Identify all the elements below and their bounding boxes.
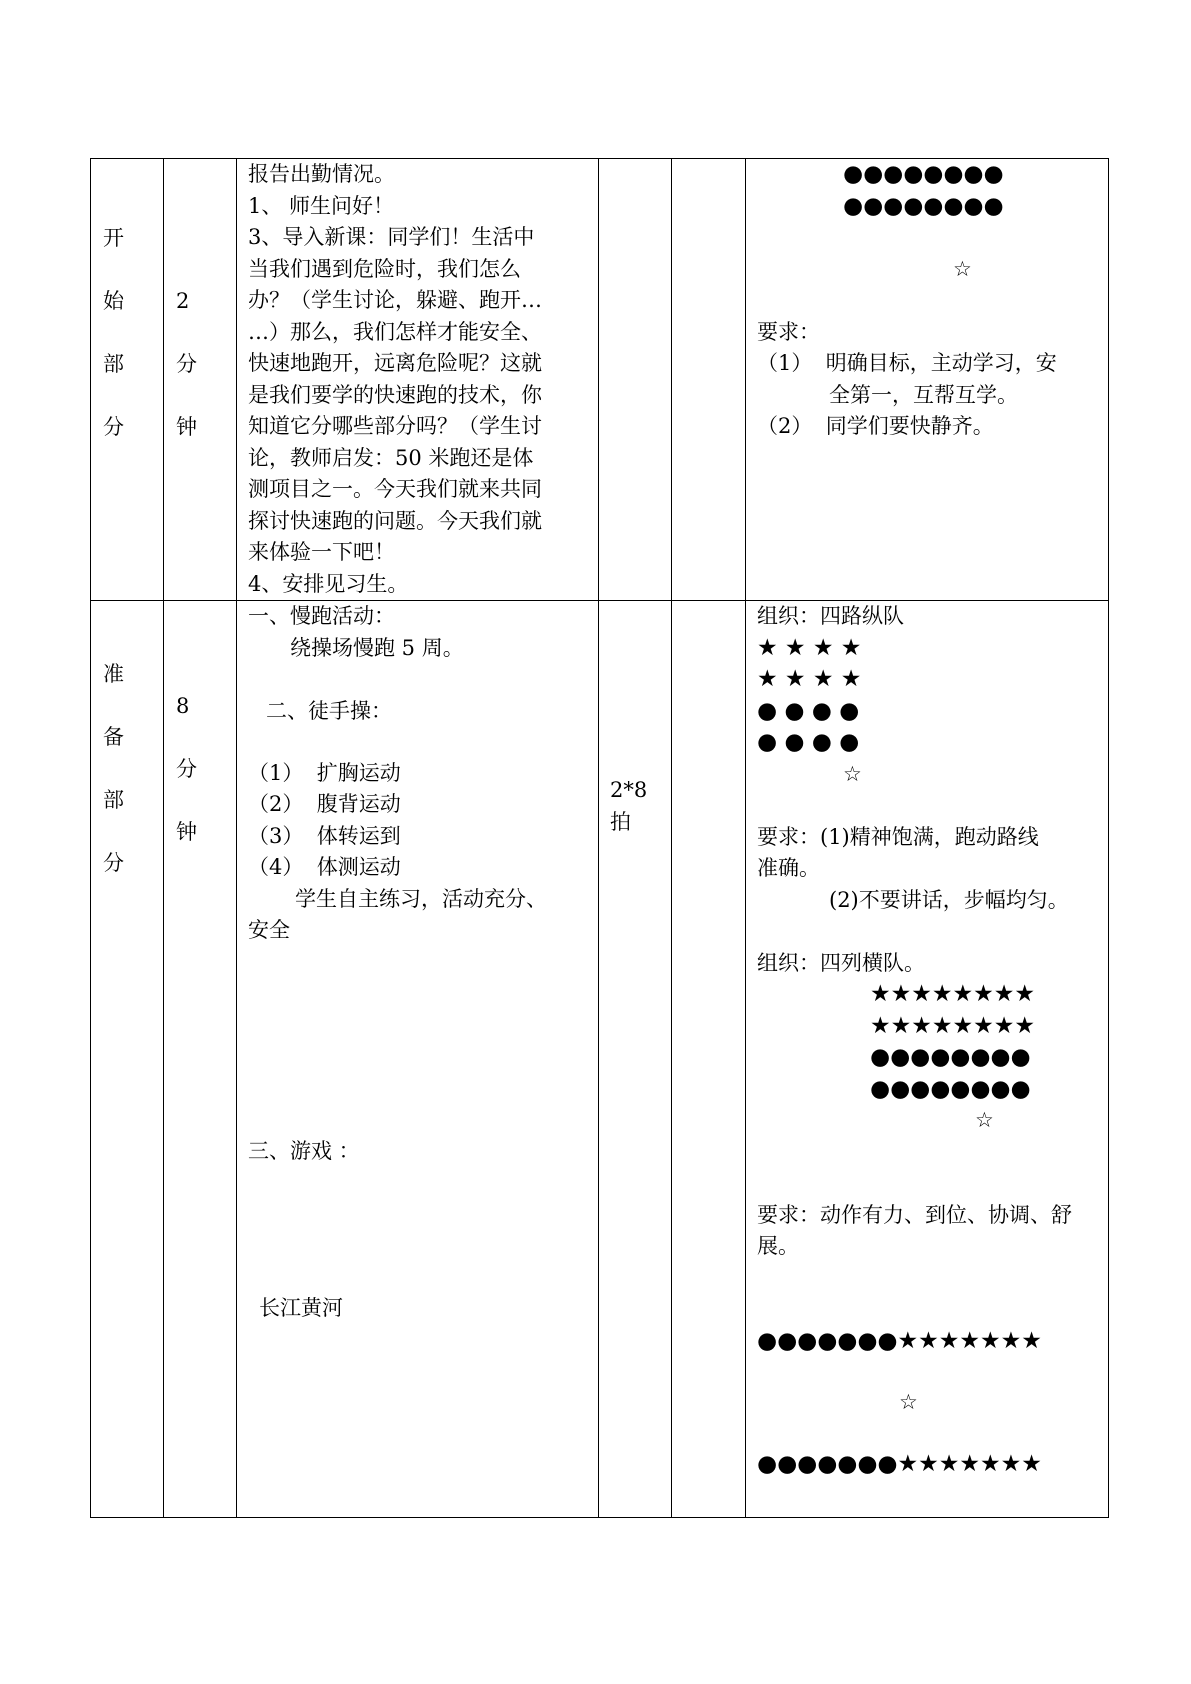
formation-row: ★★★★★★★★ <box>870 981 1035 1007</box>
formation-row: ★ ★ ★ ★ <box>757 634 862 661</box>
requirement-line: 展。 <box>757 1234 799 1258</box>
content-line: 论，教师启发：50 米跑还是体 <box>248 445 534 470</box>
formation-row: ★ ★ ★ ★ <box>757 666 862 692</box>
formation-row: ★★★★★★★★ <box>870 1012 1035 1039</box>
content-cell <box>237 159 599 601</box>
part-cell <box>91 159 164 601</box>
content-line: 当我们遇到危险时，我们怎么 <box>248 256 521 281</box>
time-unit: 分 <box>176 757 197 781</box>
content-cell <box>237 601 599 1518</box>
requirement-line: 要求：动作有力、到位、协调、舒 <box>757 1202 1072 1227</box>
part-char: 备 <box>103 725 124 749</box>
part-char: 部 <box>103 352 124 376</box>
part-char: 分 <box>103 415 124 439</box>
teacher-star-icon: ☆ <box>899 1390 919 1414</box>
content-line: 3、导入新课：同学们！生活中 <box>248 225 535 249</box>
content-line: 1、 师生问好！ <box>248 193 395 218</box>
content-line: 安全 <box>248 918 290 942</box>
teacher-star-icon: ☆ <box>953 256 973 281</box>
time-value: 8 <box>176 694 190 718</box>
content-line: 二、徒手操： <box>266 699 392 723</box>
time-unit: 钟 <box>176 415 197 439</box>
reps-unit: 拍 <box>610 809 631 834</box>
reps-cell <box>599 159 672 601</box>
part-char: 开 <box>103 226 124 250</box>
content-line: 学生自主练习，活动充分、 <box>295 886 547 911</box>
content-line: 知道它分哪些部分吗？（学生讨 <box>248 414 542 438</box>
part-char: 分 <box>103 851 124 875</box>
lesson-plan-table <box>90 158 1109 1518</box>
formation-row: ●●●●●●●● <box>843 161 1004 187</box>
requirement-title: 要求： <box>757 319 820 344</box>
content-line: 快速地跑开，远离危险呢？这就 <box>248 351 542 375</box>
time-unit: 分 <box>176 352 197 376</box>
formation-row: ●●●●●●●★★★★★★★ <box>757 1450 1042 1477</box>
content-line: 报告出勤情况。 <box>248 162 395 186</box>
content-line: 长江黄河 <box>259 1296 343 1320</box>
part-cell <box>91 601 164 1518</box>
formation-row: ●●●●●●●● <box>843 192 1004 219</box>
content-line: 来体验一下吧！ <box>248 540 395 564</box>
requirement-line: (2)不要讲话，步幅均匀。 <box>829 887 1069 912</box>
time-cell <box>164 601 237 1518</box>
content-line: （3） 体转运到 <box>248 823 401 848</box>
requirement-line: 准确。 <box>757 856 820 880</box>
formation-row: ●●●●●●●★★★★★★★ <box>757 1327 1042 1354</box>
requirement-line: （1） 明确目标，主动学习，安 <box>757 351 1057 375</box>
organization-cell <box>746 159 1109 601</box>
requirement-line: （2） 同学们要快静齐。 <box>757 414 994 438</box>
content-line: 一、慢跑活动： <box>248 604 395 628</box>
content-line: 4、安排见习生。 <box>248 571 409 596</box>
organization-cell <box>746 601 1109 1518</box>
teacher-star-icon: ☆ <box>975 1108 995 1132</box>
part-char: 部 <box>103 788 124 812</box>
content-line: 是我们要学的快速跑的技术，你 <box>248 382 542 407</box>
intensity-cell <box>672 601 746 1518</box>
content-line: 三、游戏 ： <box>248 1138 360 1163</box>
teacher-star-icon: ☆ <box>843 761 863 786</box>
time-value: 2 <box>176 289 190 313</box>
time-cell <box>164 159 237 601</box>
formation-row: ● ● ● ● <box>757 697 860 724</box>
intensity-cell <box>672 159 746 601</box>
reps-cell <box>599 601 672 1518</box>
content-line: 测项目之一。今天我们就来共同 <box>248 477 542 501</box>
formation-row: ● ● ● ● <box>757 729 860 755</box>
content-line: 绕操场慢跑 5 周。 <box>290 635 464 660</box>
organization-label: 组织：四列横队。 <box>757 950 925 975</box>
table-row-preparation <box>91 601 1109 1518</box>
formation-row: ●●●●●●●● <box>870 1075 1031 1102</box>
content-line: （4） 体测运动 <box>248 855 401 879</box>
part-char: 准 <box>103 662 124 686</box>
formation-row: ●●●●●●●● <box>870 1044 1031 1070</box>
table-row-opening <box>91 159 1109 601</box>
content-line: 办？（学生讨论，躲避、跑开… <box>248 288 542 312</box>
content-line: …）那么，我们怎样才能安全、 <box>248 319 542 344</box>
organization-label: 组织：四路纵队 <box>757 604 904 628</box>
part-char: 始 <box>103 289 124 313</box>
requirement-line: 要求：(1)精神饱满，跑动路线 <box>757 824 1039 849</box>
content-line: 探讨快速跑的问题。今天我们就 <box>248 508 542 533</box>
time-unit: 钟 <box>176 820 197 844</box>
content-line: （2） 腹背运动 <box>248 792 401 816</box>
content-line: （1） 扩胸运动 <box>248 760 401 785</box>
reps-value: 2*8 <box>610 778 648 802</box>
requirement-line: 全第一，互帮互学。 <box>829 382 1018 407</box>
